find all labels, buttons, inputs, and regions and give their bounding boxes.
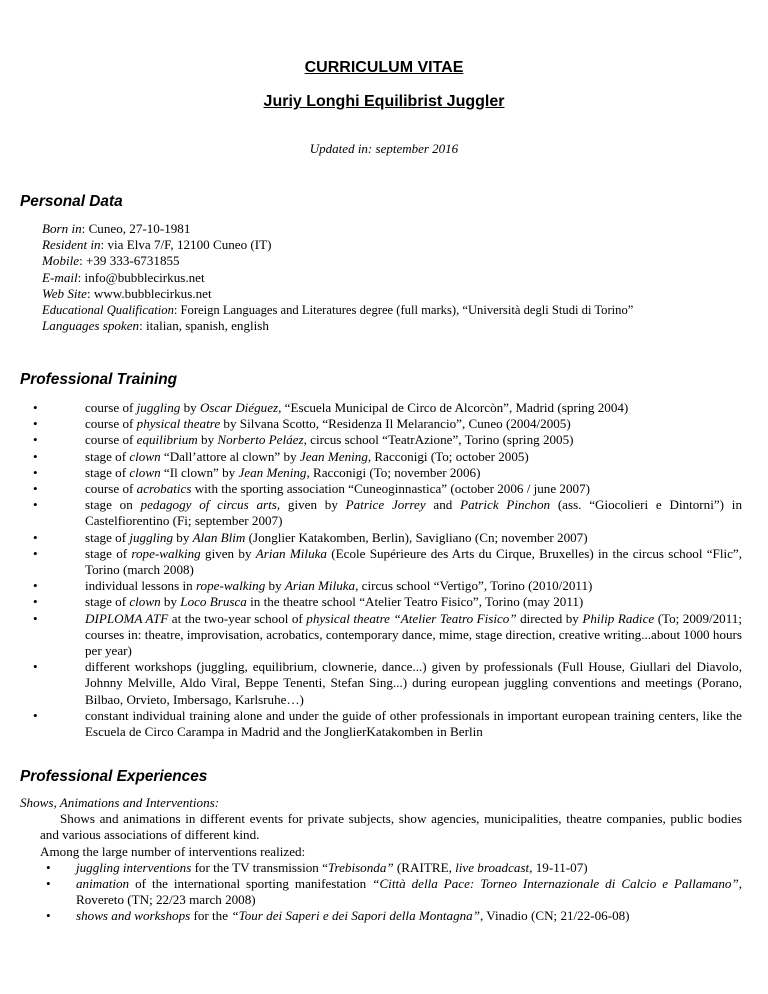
bullet-icon: •	[33, 497, 38, 513]
personal-data-label: E-mail	[42, 269, 78, 285]
experience-item	[20, 908, 742, 924]
personal-data-line	[42, 221, 762, 237]
experience-item	[20, 860, 742, 876]
text-segment: by Silvana Scotto, “Residenza Il Melarancio”, Cuneo (2004/2005)	[220, 416, 571, 432]
bullet-icon: •	[33, 659, 38, 675]
professional-training-heading: Professional Training	[20, 371, 178, 388]
text-segment: by	[160, 594, 181, 610]
training-item	[26, 611, 742, 660]
professional-training-list	[26, 400, 742, 740]
text-segment: by	[173, 529, 193, 545]
text-segment: by	[197, 432, 218, 448]
text-segment: (Ecole Supérieure des Arts du Cirque, Bruxelles) in the circus school “Flic”, Torino (march 2008)	[85, 545, 743, 578]
professional-experiences-section	[20, 795, 742, 925]
personal-data-line	[42, 318, 762, 334]
personal-data-value: : via Elva 7/F, 12100 Cuneo (IT)	[100, 237, 272, 253]
text-segment: , Vinadio (CN; 21/22-06-08)	[480, 908, 630, 924]
text-segment: , Rovereto (TN; 22/23 march 2008)	[76, 876, 743, 908]
training-item	[26, 465, 742, 481]
experience-item	[20, 876, 742, 908]
personal-data-value: : +39 333-6731855	[79, 253, 180, 269]
text-segment: acrobatics	[136, 481, 192, 497]
text-segment: stage of	[85, 594, 130, 610]
text-segment: Jean Mening	[238, 464, 307, 480]
training-item	[26, 546, 742, 578]
text-segment: Racconigi (To; october 2005)	[371, 448, 529, 464]
text-segment: , Racconigi (To; november 2006)	[306, 464, 481, 480]
personal-data-line	[42, 286, 762, 302]
personal-data-heading: Personal Data	[20, 193, 123, 210]
text-segment: , given by	[276, 497, 346, 513]
bullet-icon: •	[33, 578, 38, 594]
text-segment: rope-walking	[195, 578, 266, 594]
bullet-icon: •	[46, 876, 51, 892]
text-segment: (RAITRE,	[393, 859, 456, 875]
text-segment: constant individual training alone and under the guide of other professionals in important european training centers, like the Escuela de Circo Carampa in Madrid and the JonglierKatakomben in Berlin	[85, 707, 742, 740]
text-segment: by	[265, 578, 285, 594]
text-segment: rope-walking	[131, 545, 201, 561]
text-segment: stage of	[85, 464, 130, 480]
text-segment: Jean Mening,	[299, 448, 372, 464]
text-segment: “Il clown” by	[160, 464, 239, 480]
text-segment: , circus school “Vertigo”, Torino (2010/2011)	[355, 578, 593, 594]
bullet-icon: •	[33, 464, 38, 480]
text-segment: animation	[76, 876, 130, 892]
text-segment: Patrick Pinchon	[460, 497, 551, 513]
bullet-icon: •	[46, 908, 51, 924]
text-segment: DIPLOMA ATF	[85, 610, 169, 626]
text-segment: “Dall’attore al clown” by	[160, 448, 300, 464]
training-item	[26, 708, 742, 740]
text-segment: , 19-11-07)	[529, 859, 588, 875]
text-segment: course of	[85, 400, 137, 415]
training-item	[26, 432, 742, 448]
training-item	[26, 594, 742, 610]
text-segment: given by	[200, 545, 256, 561]
training-item	[26, 497, 742, 529]
text-segment: (ass. “Giocolieri e Dintorni”) in Castelfiorentino (Fi; september 2007)	[85, 497, 742, 529]
experiences-list	[20, 860, 742, 925]
personal-data-label: Resident in	[42, 237, 101, 253]
personal-data-value: : italian, spanish, english	[139, 318, 269, 334]
bullet-icon: •	[33, 707, 38, 723]
text-segment: juggling	[136, 400, 181, 415]
bullet-icon: •	[33, 448, 38, 464]
text-segment: Loco Brusca	[180, 594, 247, 610]
text-segment: juggling interventions	[76, 859, 192, 875]
bullet-icon: •	[33, 432, 38, 448]
personal-data-line	[42, 237, 762, 253]
text-segment: circus school “TeatrAzione”, Torino (spring 2005)	[306, 432, 574, 448]
personal-data-line	[42, 302, 762, 318]
bullet-icon: •	[33, 610, 38, 626]
professional-experiences-heading: Professional Experiences	[20, 768, 208, 785]
text-segment: physical theatre “Atelier Teatro Fisico”	[306, 610, 517, 626]
text-segment: Philip Radice	[582, 610, 655, 626]
text-segment: with the sporting association “Cuneoginnastica” (october 2006 / june 2007)	[191, 481, 590, 497]
personal-data-label: Languages spoken	[42, 318, 140, 334]
text-segment: juggling	[129, 529, 174, 545]
text-segment: and	[425, 497, 461, 513]
bullet-icon: •	[33, 416, 38, 432]
document-title: CURRICULUM VITAE	[304, 59, 464, 76]
bullet-icon: •	[33, 529, 38, 545]
text-segment: for the	[190, 908, 232, 924]
text-segment: clown	[129, 594, 161, 610]
text-segment: Trebisonda”	[327, 859, 394, 875]
bullet-icon: •	[33, 594, 38, 610]
shows-intro: Among the large number of interventions realized:	[40, 843, 306, 859]
training-item	[26, 578, 742, 594]
text-segment: live broadcast	[455, 859, 530, 875]
text-segment: (To; 2009/2011; courses in: theatre, improvisation, acrobatics, contemporary dance, mime, stage direction, creative writing...about 1000 hours per year)	[85, 610, 742, 659]
text-segment: stage of	[85, 545, 132, 561]
text-segment: by	[180, 400, 200, 415]
bullet-icon: •	[33, 545, 38, 561]
text-segment: course of	[85, 481, 137, 497]
personal-data-value: : www.bubblecirkus.net	[86, 285, 212, 301]
text-segment: pedagogy of circus arts	[140, 497, 277, 513]
personal-data-value: : info@bubblecirkus.net	[77, 269, 205, 285]
text-segment: in the theatre school “Atelier Teatro Fisico”, Torino (may 2011)	[246, 594, 584, 610]
text-segment: Arian Miluka	[255, 545, 327, 561]
shows-label: Shows, Animations and Interventions:	[20, 795, 220, 810]
bullet-icon: •	[33, 481, 38, 497]
training-item	[26, 449, 742, 465]
text-segment: Arian Miluka	[284, 578, 356, 594]
text-segment: , “Escuela Municipal de Circo de Alcorcòn”, Madrid (spring 2004)	[278, 400, 629, 415]
text-segment: different workshops (juggling, equilibrium, clownerie, dance...) given by professionals (Full House, Giullari del Diavolo, Johnny Melville, Aldo Viral, Beppe Tenenti, Stefan Sing...) during european juggling conventions and meetings (Porano, Bilbao, Orvieto, Imbersago, Karlsruhe…)	[85, 659, 742, 707]
text-segment: at the two-year school of	[168, 610, 307, 626]
training-item	[26, 481, 742, 497]
updated-date: Updated in: september 2016	[309, 141, 459, 156]
personal-data-line	[42, 270, 762, 286]
text-segment: “Tour dei Saperi e dei Sapori della Montagna”	[231, 908, 480, 924]
text-segment: shows and workshops	[76, 908, 191, 924]
text-segment: for the TV transmission “	[191, 859, 328, 875]
personal-data-value: : Cuneo, 27-10-1981	[81, 221, 191, 236]
bullet-icon: •	[33, 400, 38, 415]
document-subtitle: Juriy Longhi Equilibrist Juggler	[263, 93, 505, 110]
personal-data-line	[42, 253, 762, 269]
personal-data-label: Educational Qualification	[42, 303, 174, 318]
text-segment: course of	[85, 416, 137, 432]
bullet-icon: •	[46, 859, 51, 875]
text-segment: Oscar Diéguez	[199, 400, 279, 415]
text-segment: of the international sporting manifestation	[129, 876, 373, 892]
text-segment: stage of	[85, 529, 130, 545]
text-segment: course of	[85, 432, 137, 448]
personal-data-label: Web Site	[42, 285, 87, 301]
personal-data-label: Born in	[42, 221, 82, 236]
text-segment: clown	[129, 448, 161, 464]
text-segment: Alan Blim	[192, 529, 246, 545]
text-segment: clown	[129, 464, 161, 480]
shows-paragraph: Shows and animations in different events for private subjects, show agencies, municipalities, theatre companies, public bodies and various associations of different kind.	[40, 811, 742, 843]
text-segment: Patrice Jorrey	[345, 497, 426, 513]
text-segment: individual lessons in	[85, 578, 196, 594]
text-segment: (Jonglier Katakomben, Berlin), Savigliano (Cn; november 2007)	[245, 529, 588, 545]
text-segment: equilibrium	[136, 432, 198, 448]
text-segment: Norberto Peláez,	[217, 432, 307, 448]
training-item	[26, 416, 742, 432]
personal-data-value: : Foreign Languages and Literatures degree (full marks), “Università degli Studi di Torino”	[173, 303, 634, 318]
text-segment: stage on	[85, 497, 141, 513]
text-segment: “Città della Pace: Torneo Internazionale di Calcio e Pallamano”	[372, 876, 739, 892]
personal-data-label: Mobile	[42, 253, 80, 269]
training-item	[26, 659, 742, 708]
personal-data-list	[42, 221, 762, 334]
text-segment: stage of	[85, 448, 130, 464]
training-item	[26, 400, 742, 416]
training-item	[26, 530, 742, 546]
text-segment: directed by	[516, 610, 583, 626]
text-segment: physical theatre	[136, 416, 221, 432]
